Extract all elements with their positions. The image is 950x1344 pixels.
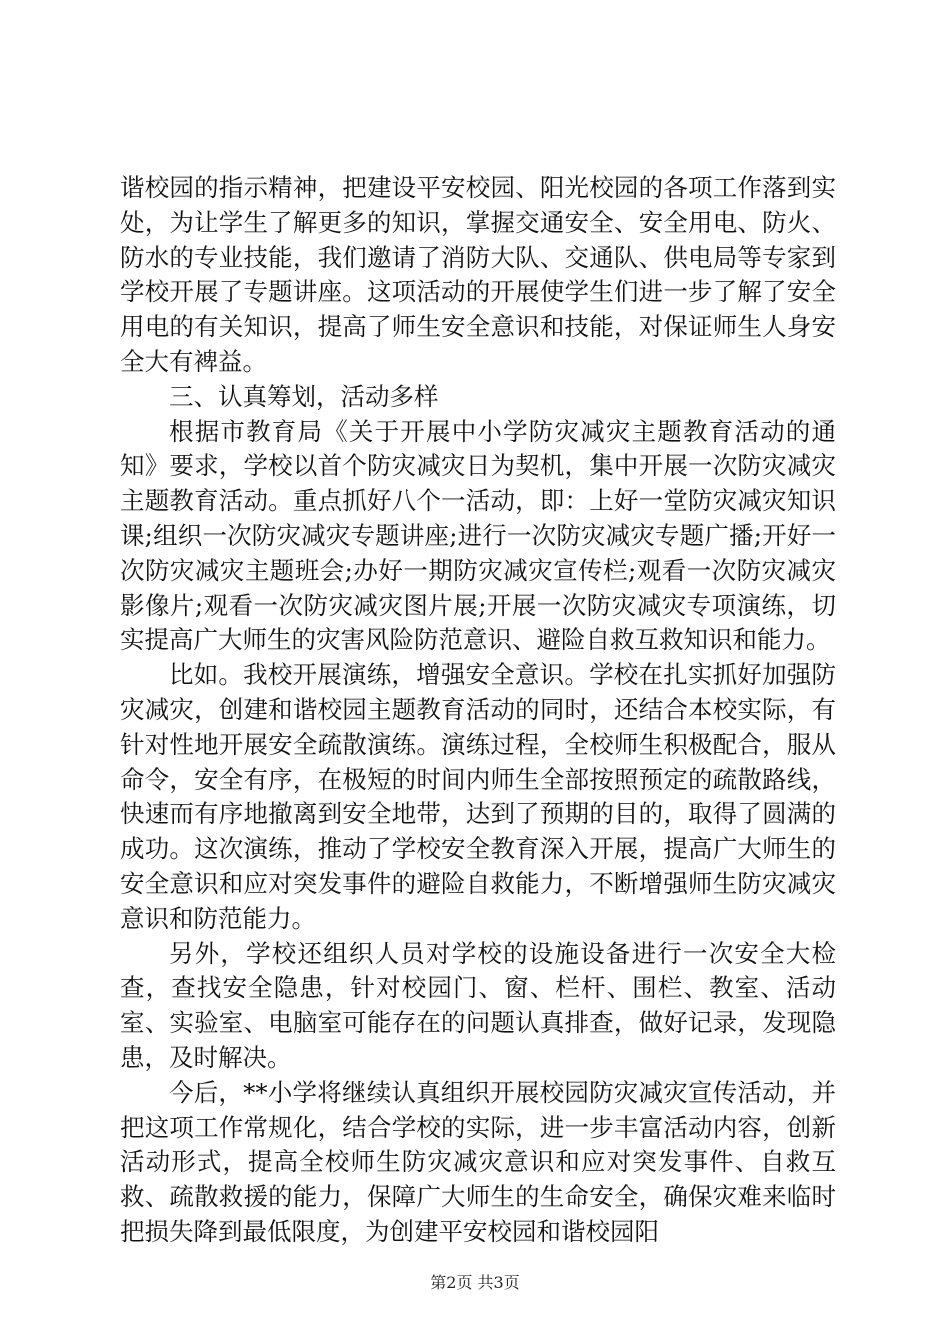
paragraph-continued: 谐校园的指示精神，把建设平安校园、阳光校园的各项工作落到实处，为让学生了解更多的知识，掌握交通安全、安全用电、防火、防水的专业技能，我们邀请了消防大队、交通队、供电局等专家到学校开展了专题讲座。这项活动的开展使学生们进一步了解了安全用电的有关知识，提高了师生安全意识和技能，对保证师生人身安全大有裨益。 xyxy=(120,173,836,376)
document-body xyxy=(120,171,836,1250)
page-total: 共3页 xyxy=(477,1273,520,1292)
page-footer xyxy=(0,1273,950,1293)
paragraph-drill: 比如。我校开展演练，增强安全意识。学校在扎实抓好加强防灾减灾，创建和谐校园主题教育活动的同时，还结合本校实际，有针对性地开展安全疏散演练。演练过程，全校师生积极配合，服从命令，安全有序，在极短的时间内师生全部按照预定的疏散路线，快速而有序地撤离到安全地带，达到了预期的目的，取得了圆满的成功。这次演练，推动了学校安全教育深入开展，提高广大师生的安全意识和应对突发事件的避险自救能力，不断增强师生防灾减灾意识和防范能力。 xyxy=(120,660,836,933)
paragraph-inspection: 另外，学校还组织人员对学校的设施设备进行一次安全大检查，查找安全隐患，针对校园门、窗、栏杆、围栏、教室、活动室、实验室、电脑室可能存在的问题认真排查，做好记录，发现隐患，及时解决。 xyxy=(120,938,836,1072)
page-number: 第2页 xyxy=(430,1273,473,1292)
paragraph-activities: 根据市教育局《关于开展中小学防灾减灾主题教育活动的通知》要求，学校以首个防灾减灾日为契机，集中开展一次防灾减灾主题教育活动。重点抓好八个一活动，即：上好一堂防灾减灾知识课;组织一次防灾减灾专题讲座;进行一次防灾减灾专题广播;开好一次防灾减灾主题班会;办好一期防灾减灾宣传栏;观看一次防灾减灾影像片;观看一次防灾减灾图片展;开展一次防灾减灾专项演练，切实提高广大师生的灾害风险防范意识、避险自救互救知识和能力。 xyxy=(120,416,836,655)
section-heading: 三、认真筹划，活动多样 xyxy=(169,381,439,411)
paragraph-future: 今后，**小学将继续认真组织开展校园防灾减灾宣传活动，并把这项工作常规化，结合学校的实际，进一步丰富活动内容，创新活动形式，提高全校师生防灾减灾意识和应对突发事件、自救互救、疏散救援的能力，保障广大师生的生命安全，确保灾难来临时把损失降到最低限度，为创建平安校园和谐校园阳 xyxy=(120,1077,836,1246)
